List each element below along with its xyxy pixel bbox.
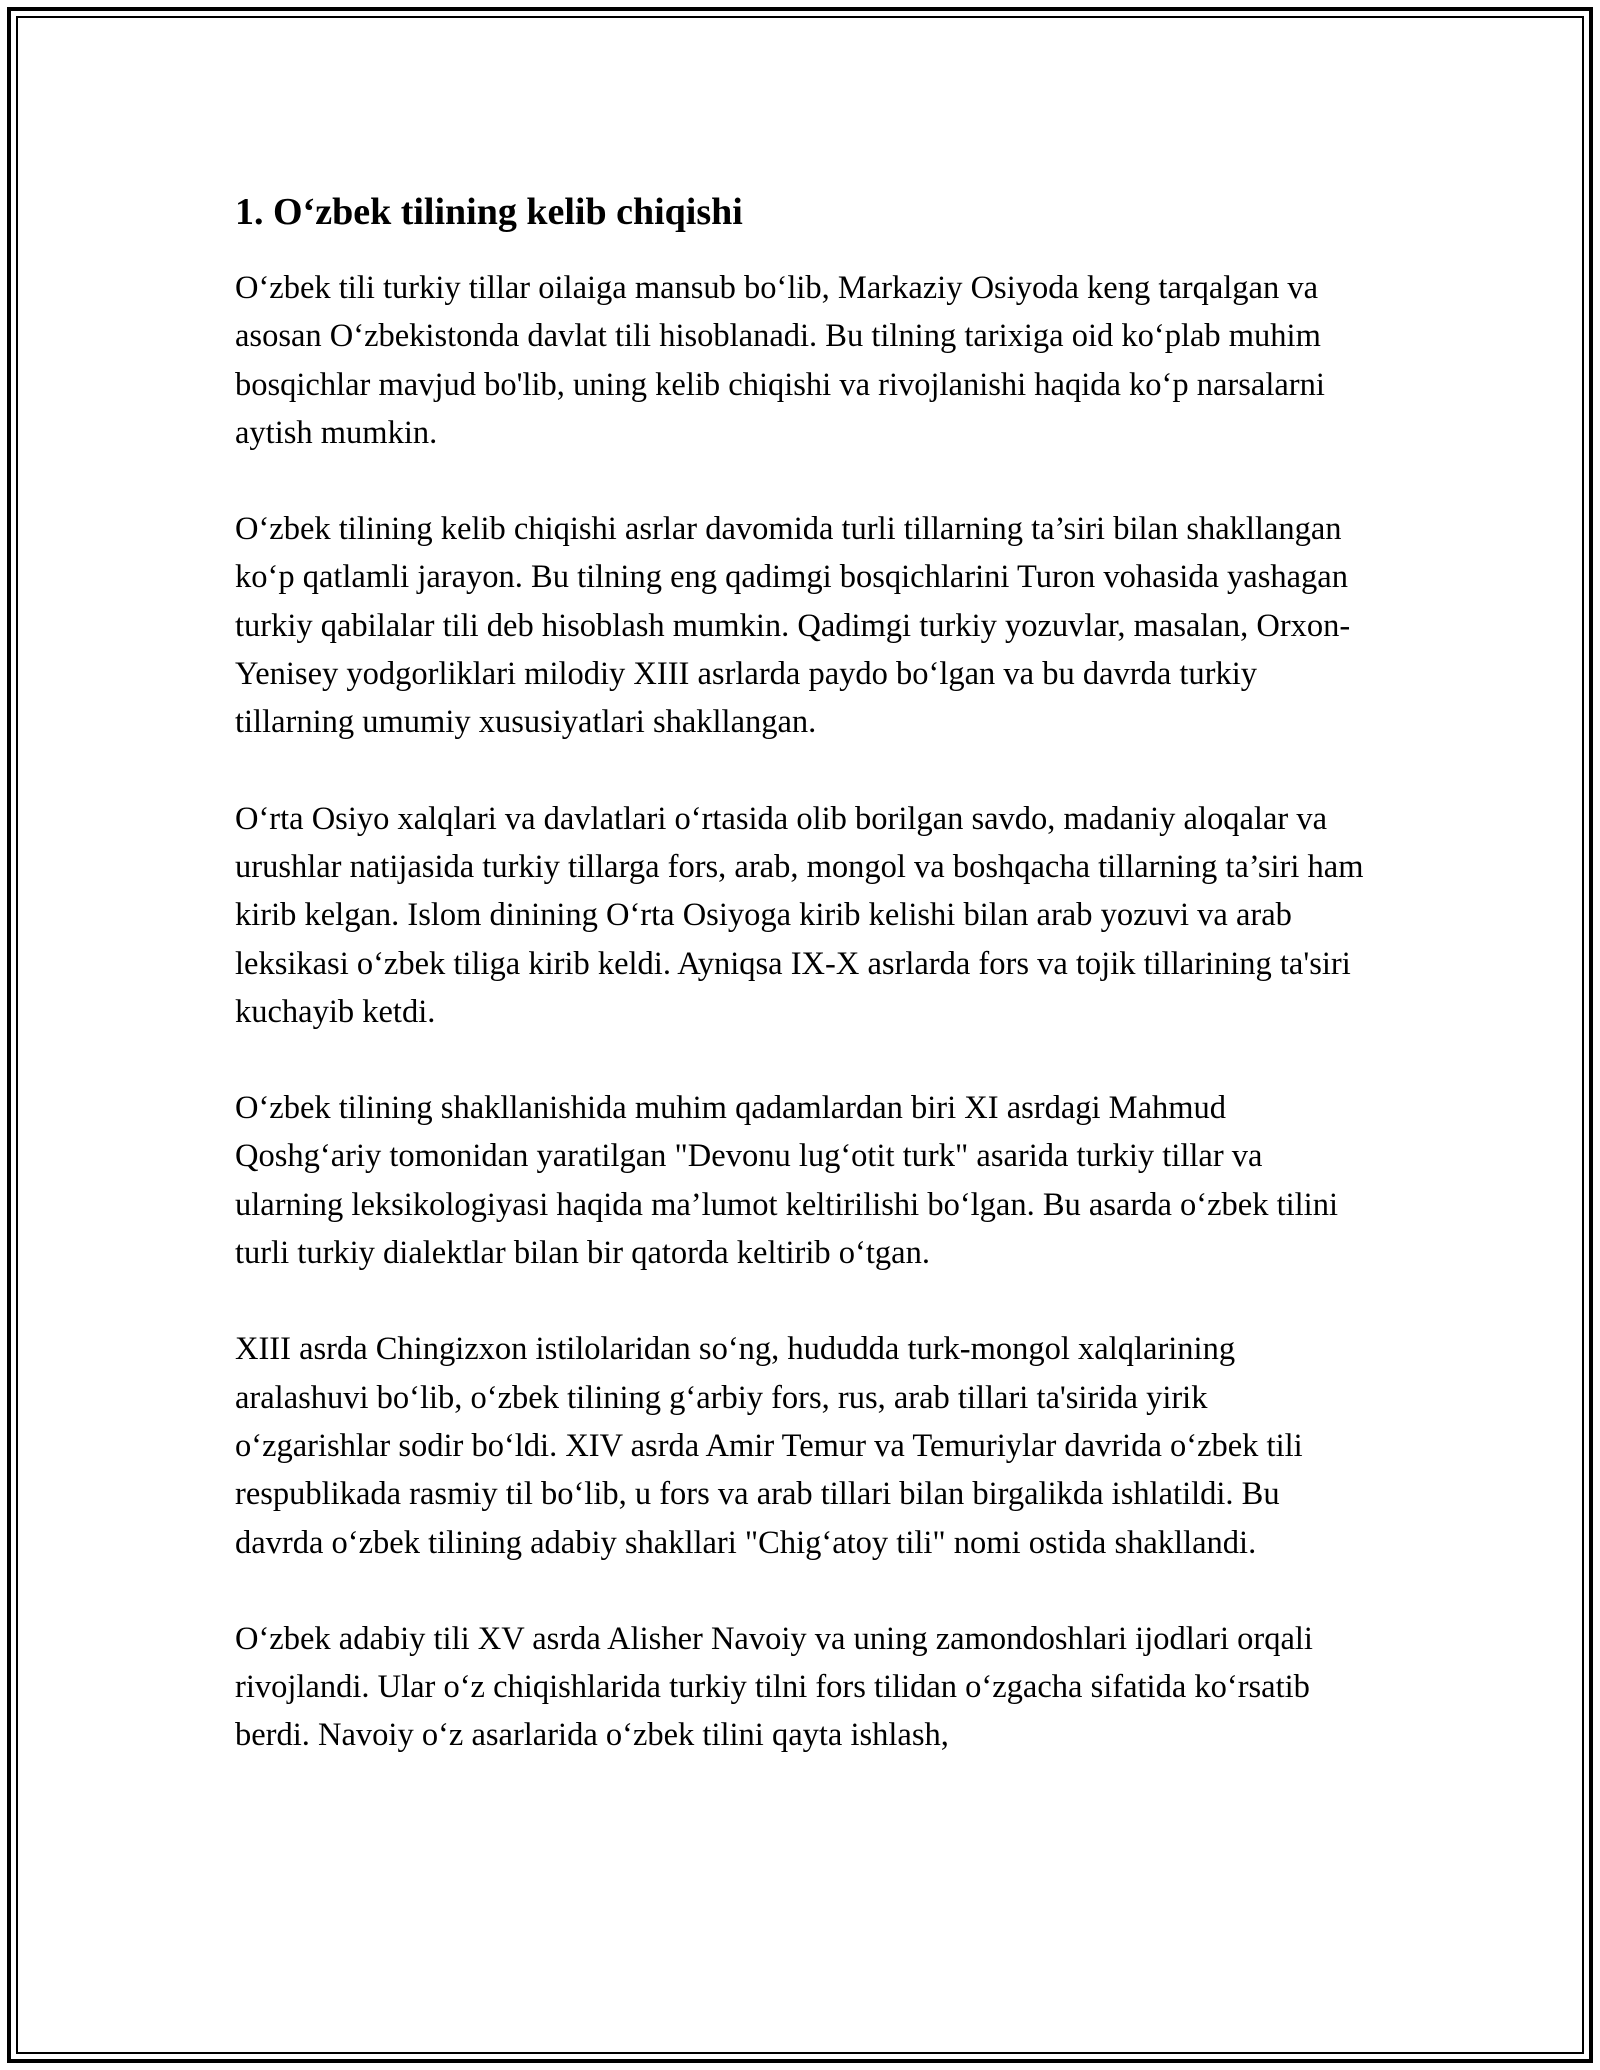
paragraph-intro: O‘zbek tili turkiy tillar oilaiga mansub bo‘lib, Markaziy Osiyoda keng tarqalgan va asosan O‘zbekistonda davlat tili hisoblanadi. Bu tilning tarixiga oid ko‘plab muhim bosqichlar mavjud bo'lib, uning kelib chiqishi va rivojlanishi haqida ko‘p narsalarni aytish mumkin. bbox=[235, 270, 1325, 451]
paragraph-mongol-temurid: XIII asrda Chingizxon istilolaridan so‘ng, hududda turk-mongol xalqlarining aralashuvi bo‘lib, o‘zbek tilining g‘arbiy fors, rus, arab tillari ta'sirida yirik o‘zgarishlar sodir bo‘ldi. XIV asrda Amir Temur va Temuriylar davrida o‘zbek tili respublikada rasmiy til bo‘lib, u fors va arab tillari bilan birgalikda ishlatildi. Bu davrda o‘zbek tilining adabiy shakllari "Chig‘atoy tili" nomi ostida shakllandi. bbox=[235, 1331, 1303, 1561]
paragraph-navoiy: O‘zbek adabiy tili XV asrda Alisher Navoiy va uning zamondoshlari ijodlari orqali rivojlandi. Ular o‘z chiqishlarida turkiy tilni fors tilidan o‘zgacha sifatida ko‘rsatib berdi. Navoiy o‘z asarlarida o‘zbek tilini qayta ishlash, bbox=[235, 1620, 1313, 1754]
paragraph-influences: O‘rta Osiyo xalqlari va davlatlari o‘rtasida olib borilgan savdo, madaniy aloqalar va urushlar natijasida turkiy tillarga fors, arab, mongol va boshqacha tillarning ta’siri ham kirib kelgan. Islom dinining O‘rta Osiyoga kirib kelishi bilan arab yozuvi va arab leksikasi o‘zbek tiliga kirib keldi. Ayniqsa IX-X asrlarda fors va tojik tillarining ta'siri kuchayib ketdi. bbox=[235, 800, 1364, 1030]
document-body bbox=[235, 186, 1370, 1808]
section-heading: 1. O‘zbek tilining kelib chiqishi bbox=[235, 191, 743, 233]
paragraph-origins: O‘zbek tilining kelib chiqishi asrlar davomida turli tillarning ta’siri bilan shakllangan ko‘p qatlamli jarayon. Bu tilning eng qadimgi bosqichlarini Turon vohasida yashagan turkiy qabilalar tili deb hisoblash mumkin. Qadimgi turkiy yozuvlar, masalan, Orxon-Yenisey yodgorliklari milodiy XIII asrlarda paydo bo‘lgan va bu davrda turkiy tillarning umumiy xususiyatlari shakllangan. bbox=[235, 511, 1351, 741]
paragraph-qoshgariy: O‘zbek tilining shakllanishida muhim qadamlardan biri XI asrdagi Mahmud Qoshg‘ariy tomonidan yaratilgan "Devonu lug‘otit turk" asarida turkiy tillar va ularning leksikologiyasi haqida ma’lumot keltirilishi bo‘lgan. Bu asarda o‘zbek tilini turli turkiy dialektlar bilan bir qatorda keltirib o‘tgan. bbox=[235, 1090, 1338, 1272]
